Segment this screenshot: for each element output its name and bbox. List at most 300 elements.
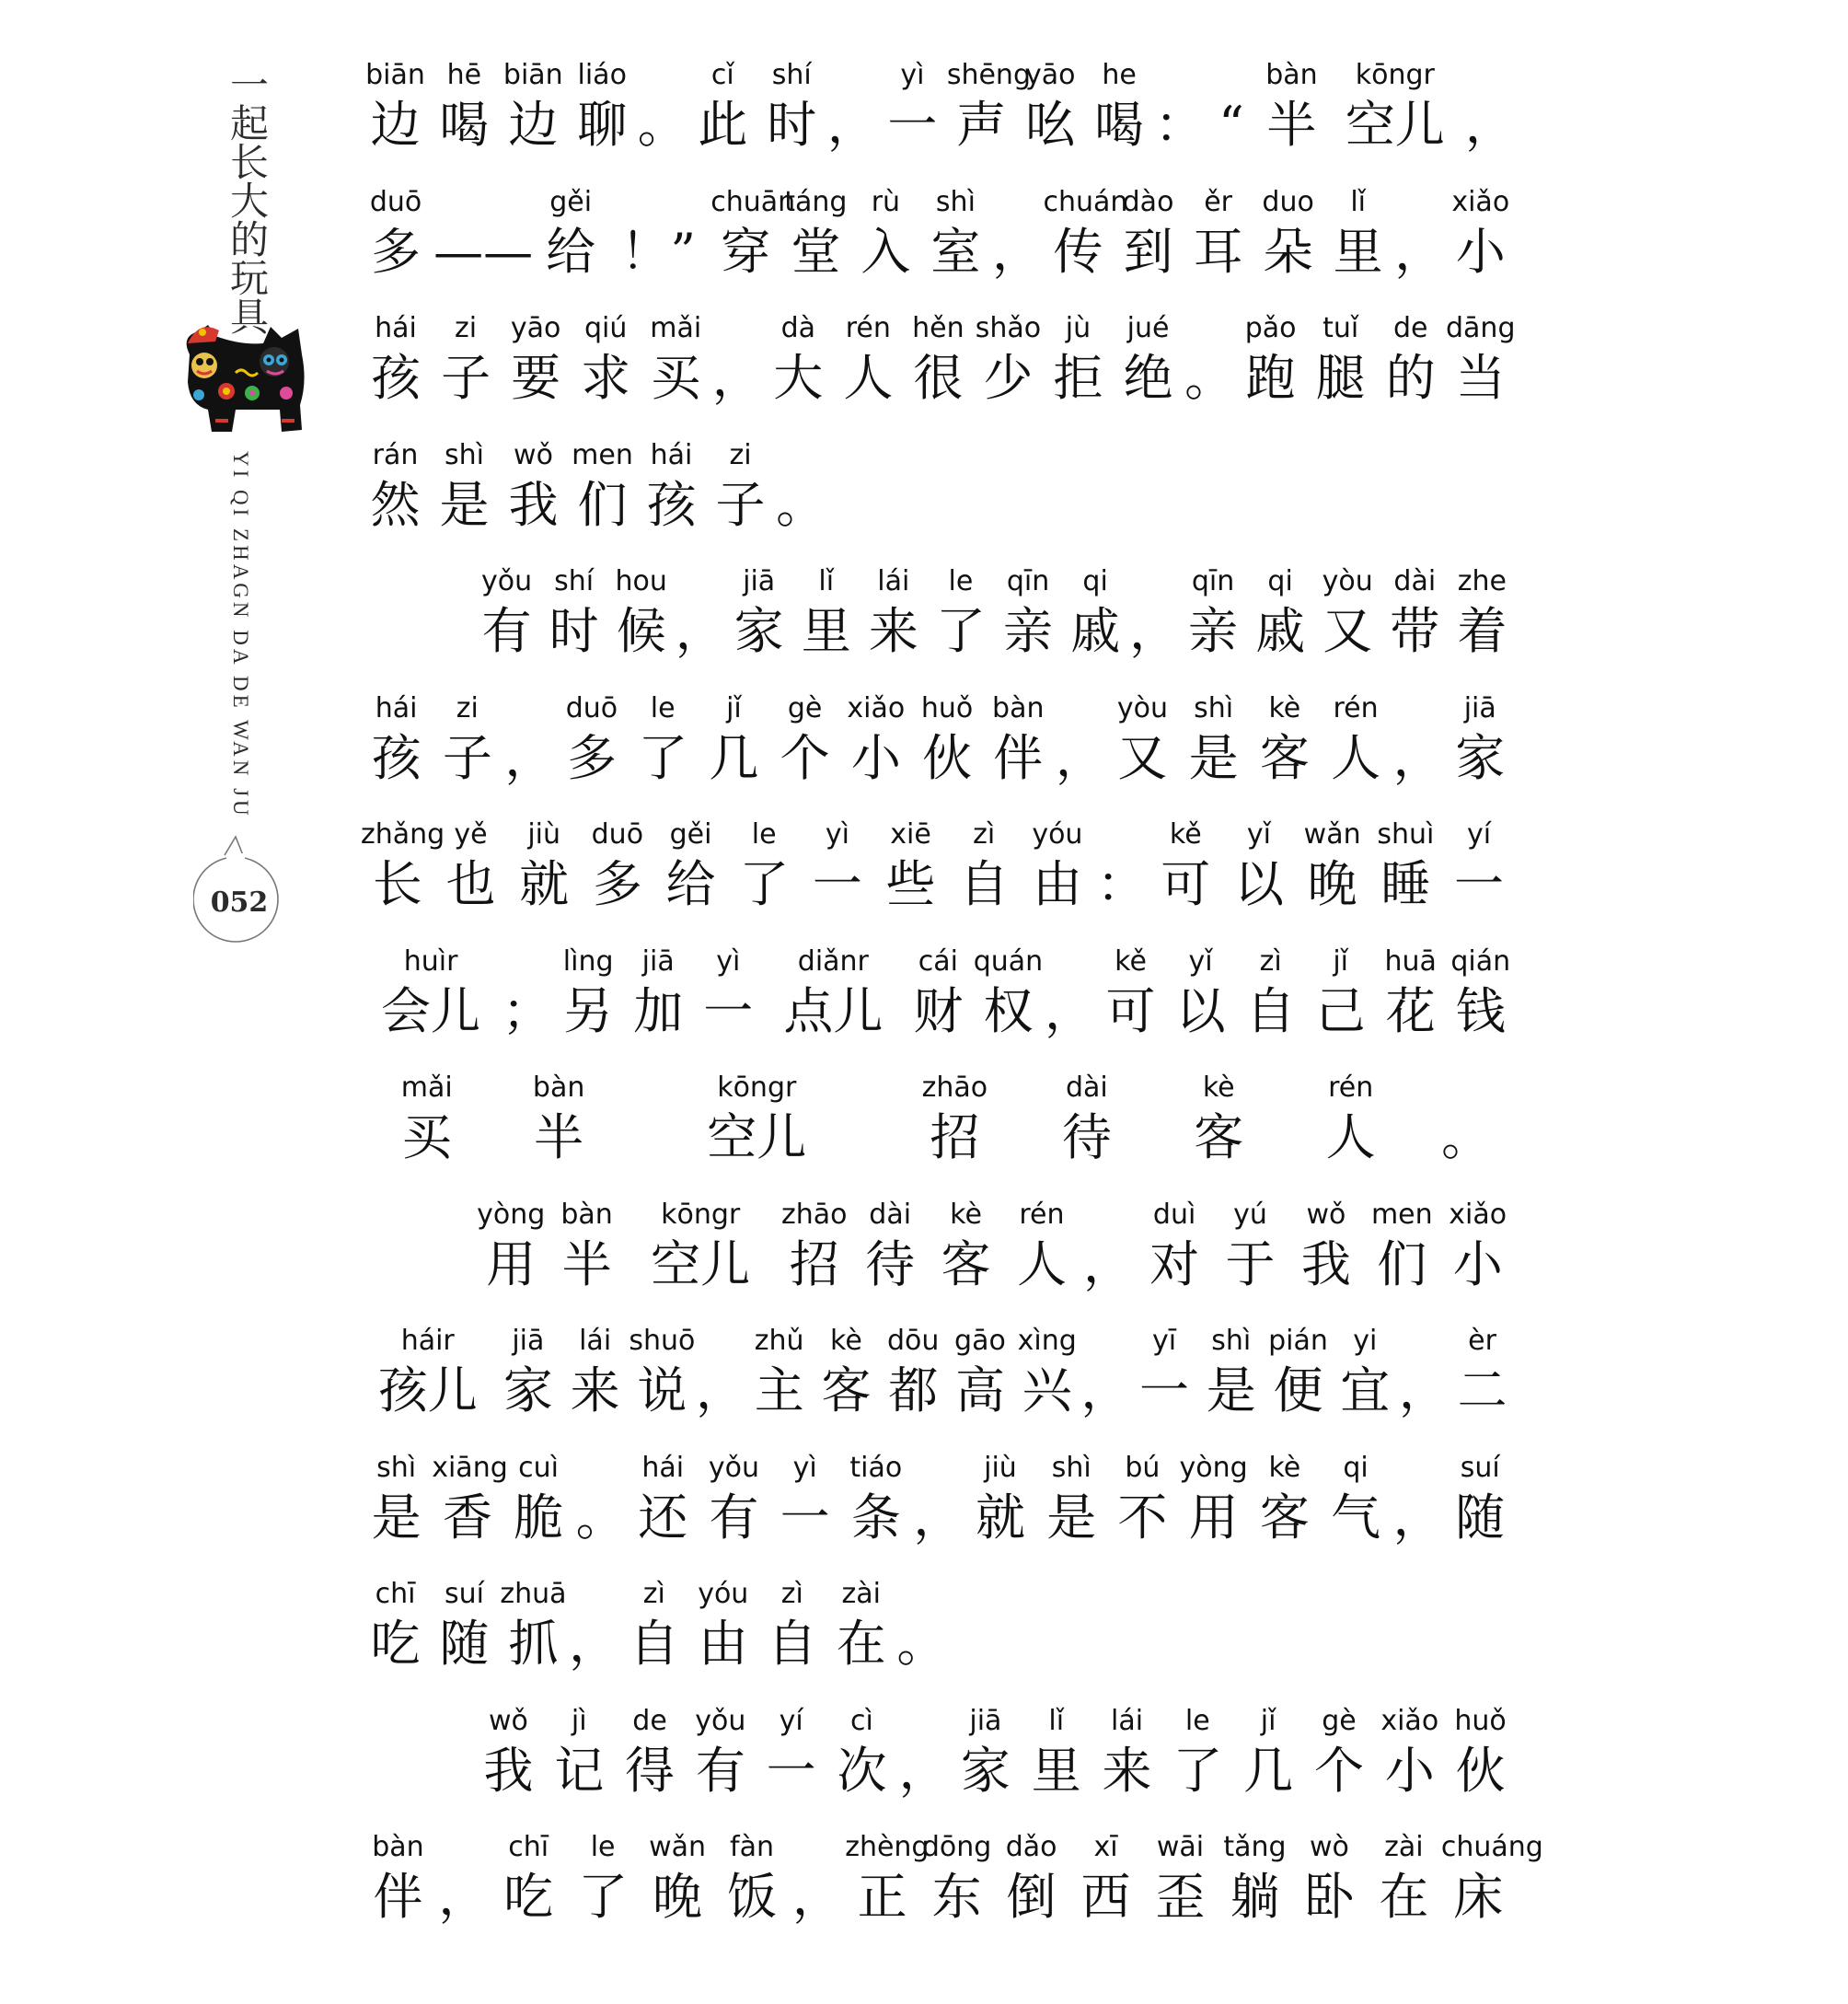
hanzi-text: 点儿 [783,981,884,1040]
pinyin-text: bàn [532,1072,585,1104]
pinyin-text: xiāng [432,1451,508,1484]
ruby-segment [983,690,1054,790]
ruby-segment [994,563,1061,663]
hanzi-text: 由 [698,1615,748,1673]
pinyin-text [1184,310,1236,347]
ruby-segment [1043,310,1113,410]
pinyin-text: yú [1233,1198,1267,1231]
pinyin-text: jiā [969,1704,1002,1737]
ruby-segment [1197,1323,1265,1422]
pinyin-text: kě [1115,944,1147,978]
pinyin-text [911,1450,964,1487]
ruby-segment [1154,57,1206,156]
hanzi-text: 招 [789,1234,839,1293]
hanzi-text: 腿 [1315,349,1366,407]
pinyin-text [826,57,878,94]
hanzi-text: 对 [1149,1234,1200,1293]
pinyin-text: jù [1065,312,1091,344]
toy-cat-icon [171,318,309,437]
pinyin-text: yāo [1024,59,1076,91]
hanzi-text: 用 [486,1234,537,1293]
sidebar [166,55,313,957]
ruby-segment [607,563,675,663]
pinyin-text: xī [1093,1831,1118,1863]
hanzi-text: 空儿 [651,1234,751,1293]
pinyin-text: yì [825,818,849,851]
pinyin-text: suí [1460,1451,1500,1484]
pinyin-text: wāi [1156,1831,1205,1863]
hanzi-text: 吃 [370,1615,421,1673]
pinyin-text: yì [716,944,741,978]
hanzi-text: 是 [1188,728,1239,787]
hanzi-text: 了 [739,855,790,913]
hanzi-text: 几 [709,728,759,787]
ruby-segment [1446,944,1516,1043]
hanzi-text: 会儿 [381,981,481,1040]
hanzi-text: 在 [1379,1868,1429,1926]
hanzi-text: 来 [1102,1741,1152,1800]
ruby-segment [1449,1323,1516,1422]
hanzi-text: 里 [801,602,851,660]
hanzi-text: 多 [566,728,617,787]
ruby-segment [1253,184,1323,284]
pinyin-text: wǒ [514,438,553,471]
ruby-segment [699,1450,769,1549]
pinyin-text: wǒ [1306,1198,1346,1231]
pinyin-text: huìr [403,944,458,978]
hanzi-text: 们 [577,475,628,534]
ruby-segment [625,1070,889,1169]
ruby-segment [361,1576,430,1675]
ruby-segment [435,1829,491,1929]
hanzi-text: 可 [1105,981,1156,1040]
ruby-segment [826,1703,897,1802]
ruby-segment [1393,184,1446,284]
hanzi-text: 孩 [371,728,422,787]
ruby-segment [361,1070,492,1169]
ruby-segment [1416,1070,1516,1169]
ruby-segment [777,1197,852,1296]
pinyin-text: háir [400,1325,455,1357]
pinyin-text: quán [973,944,1044,978]
text-line [361,57,1516,177]
pinyin-text: bàn [560,1198,613,1231]
pinyin-text: dāng [1446,312,1516,344]
hanzi-text: 晚 [1307,855,1357,913]
ruby-segment [473,1197,549,1296]
pinyin-text: chuān [710,185,796,218]
pinyin-text: wǎn [1303,818,1361,851]
ruby-segment [1233,1703,1304,1802]
ruby-segment [361,690,432,790]
ruby-segment [553,944,623,1043]
pinyin-text: jǐ [726,691,742,724]
ruby-segment [928,1197,1003,1296]
ruby-segment [499,1576,568,1675]
hanzi-text: 入 [860,222,911,281]
pinyin-text: tiáo [849,1451,903,1484]
pinyin-text: le [948,565,974,597]
ruby-segment [1043,944,1095,1043]
ruby-segment [361,817,445,916]
hanzi-text: 己 [1315,981,1366,1040]
hanzi-text: 也 [445,855,496,913]
hanzi-text: 就 [519,855,570,913]
pinyin-text: jǐ [1333,944,1349,978]
pinyin-text: yāo [510,312,561,344]
hanzi-text: 用 [1188,1488,1239,1546]
ruby-segment [1332,1323,1399,1422]
hanzi-text: 客 [941,1234,991,1293]
pinyin-text: huǒ [1454,1704,1507,1737]
ruby-segment [1222,817,1296,916]
hanzi-text: 花 [1385,981,1436,1040]
ruby-segment [903,944,973,1043]
ruby-segment [1376,944,1446,1043]
pinyin-text: rán [372,438,419,471]
hanzi-text: 我 [483,1741,534,1800]
pinyin-text: wǒ [488,1704,528,1737]
pinyin-text: jiā [641,944,675,978]
hanzi-text: 绝 [1123,349,1173,407]
ruby-segment [792,563,860,663]
hanzi-text: 人 [1331,728,1381,787]
punctuation-mark: “ [1219,96,1244,154]
pinyin-text: yí [1466,818,1492,851]
hanzi-text: 是 [1046,1488,1097,1546]
ruby-segment [852,1197,928,1296]
text-line [361,1323,1516,1442]
hanzi-text: 是 [439,475,490,534]
pinyin-text: kè [1268,691,1301,724]
hanzi-text: 朵 [1263,222,1313,281]
hanzi-text: 倒 [1006,1868,1057,1926]
hanzi-text: 又 [1322,602,1373,660]
pinyin-text: qiú [583,312,628,344]
punctuation-mark: 。 [637,96,687,154]
pinyin-text: shǎo [975,312,1042,344]
pinyin-text: lǐ [818,565,835,597]
pinyin-text: dōng [921,1831,992,1863]
pinyin-text: jiā [512,1325,545,1357]
hanzi-text: 小 [1384,1741,1435,1800]
pinyin-text: dōu [886,1325,940,1357]
hanzi-text: 卧 [1304,1868,1355,1926]
hanzi-text: 半 [1266,96,1317,154]
pinyin-text: lái [1110,1704,1144,1737]
pinyin-text: gè [1322,1704,1357,1737]
punctuation-mark: ， [711,349,762,407]
hanzi-text: 歪 [1155,1868,1206,1926]
punctuation-mark: ， [1392,728,1443,787]
pinyin-text: shí [771,59,812,91]
ruby-segment [1062,563,1129,663]
book-title: 一起长大的玩具 [225,64,270,335]
pinyin-text: mǎi [650,312,702,344]
hanzi-text: 堂 [791,222,841,281]
pinyin-text: yǒu [708,1451,759,1484]
pinyin-text [435,1829,491,1866]
ruby-segment [850,184,920,284]
pinyin-text: pǎo [1244,312,1297,344]
ruby-segment [606,184,710,284]
ruby-segment [566,1829,641,1929]
hanzi-text: 睡 [1380,855,1431,913]
pinyin-text: jiā [1463,691,1496,724]
pinyin-text [1054,690,1107,727]
pinyin-text: zhǎng [361,818,445,851]
ruby-segment [1306,310,1376,410]
ruby-segment [757,57,826,156]
pinyin-text: hěn [912,312,964,344]
ruby-segment [1068,1829,1143,1929]
ruby-segment [763,944,903,1043]
pinyin-text: chuán [1043,185,1128,218]
hanzi-text: 来 [570,1361,620,1419]
hanzi-text: 家 [1455,728,1506,787]
hanzi-text: 是 [1206,1361,1256,1419]
ruby-segment [789,1829,845,1929]
pinyin-text: qīn [1006,565,1050,597]
ruby-segment [430,437,499,537]
hanzi-text: 买 [651,349,701,407]
punctuation-mark: ： [1096,855,1147,913]
pinyin-text: jiù [984,1451,1017,1484]
pinyin-text: zài [841,1578,881,1610]
hanzi-text: 客 [1259,728,1310,787]
ruby-segment [1445,1703,1516,1802]
pinyin-text: hē [446,59,482,91]
hanzi-text: 权 [983,981,1034,1040]
ruby-segment [1369,817,1442,916]
hanzi-text: 高 [954,1361,1005,1419]
ruby-segment [973,310,1043,410]
hanzi-text: 兴 [1022,1361,1072,1419]
pinyin-text: le [1184,1704,1210,1737]
hanzi-text: 多 [371,222,422,281]
ruby-segment [1013,1323,1080,1422]
pinyin-text: rù [871,185,901,218]
ruby-segment [619,1576,688,1675]
pinyin-text: yóu [1032,818,1083,851]
pinyin-text: bàn [372,1831,424,1863]
pinyin-text: dào [1122,185,1174,218]
pinyin-text: gěi [669,818,712,851]
pinyin-text: shì [1051,1451,1091,1484]
pinyin-text: diǎnr [797,944,869,978]
hanzi-text: 一 [812,855,862,913]
hanzi-text: 伙 [1455,1741,1506,1800]
ruby-segment [1306,944,1376,1043]
hanzi-text: 一 [703,981,754,1040]
hanzi-text: 吆 [1025,96,1076,154]
ruby-segment [1166,944,1236,1043]
ruby-segment [1326,57,1464,156]
punctuation-mark: ； [502,981,552,1040]
pinyin-text: liáo [577,59,627,91]
pinyin-text [1043,944,1095,980]
ruby-segment [361,310,431,410]
pinyin-text: qīn [1191,565,1235,597]
pinyin-text: tǎng [1223,1831,1287,1863]
pinyin-text: cì [850,1704,873,1737]
hanzi-text: 们 [1377,1234,1427,1293]
pinyin-text: le [650,691,676,724]
ruby-segment [725,563,792,663]
hanzi-text: 吃 [503,1868,554,1926]
ruby-segment [889,1070,1021,1169]
hanzi-text: 亲 [1003,602,1054,660]
punctuation-mark: ， [675,602,725,660]
pinyin-text [1094,817,1149,853]
pinyin-text: cǐ [710,59,734,91]
text-line [361,1450,1516,1570]
pinyin-text: yǐ [1246,818,1272,851]
ruby-segment [920,184,990,284]
hanzi-text: 次 [837,1741,887,1800]
punctuation-mark: ， [913,1488,964,1546]
ruby-segment [706,437,775,537]
hanzi-text: 一 [780,1488,830,1546]
ruby-segment [637,57,688,156]
hanzi-text: 还 [638,1488,688,1546]
ruby-segment [1440,1197,1516,1296]
ruby-segment [1449,563,1516,663]
ruby-segment [549,1197,624,1296]
ruby-segment [473,1703,544,1802]
punctuation-mark: ， [1394,222,1445,281]
ruby-segment [431,184,536,284]
pinyin-text [1393,184,1446,221]
ruby-segment [625,1197,777,1296]
pinyin-text: èr [1468,1325,1496,1357]
ruby-segment [1184,310,1236,410]
pinyin-text: kōngr [661,1198,741,1231]
pinyin-text: yòng [1179,1451,1248,1484]
ruby-segment [561,1323,629,1422]
ruby-segment [501,944,553,1043]
ruby-segment [1021,1070,1152,1169]
pinyin-text [1392,1450,1445,1487]
hanzi-text: 孩儿 [377,1361,478,1419]
ruby-segment [1091,1703,1162,1802]
hanzi-text: 二 [1457,1361,1507,1419]
pinyin-text: xiǎo [1449,1198,1507,1231]
text-line [473,563,1516,683]
ruby-segment [1247,563,1314,663]
pinyin-text: shì [376,1451,417,1484]
hanzi-text: 一 [887,96,938,154]
ruby-segment [491,1829,566,1929]
pinyin-text: lái [579,1325,612,1357]
pinyin-text: zi [456,691,479,724]
ruby-segment [775,437,826,537]
pinyin-text: duì [1152,1198,1196,1231]
pinyin-text: ěr [1204,185,1232,218]
pinyin-text: de [632,1704,667,1737]
pinyin-text: qi [1343,1451,1369,1484]
pinyin-text: rén [1333,691,1379,724]
pinyin-text: duō [369,185,422,218]
ruby-segment [880,1323,947,1422]
pinyin-text: dài [1393,565,1437,597]
ruby-segment [574,1450,628,1549]
hanzi-text: 些 [885,855,936,913]
pinyin-text [1399,1323,1450,1360]
pinyin-text: zì [1259,944,1282,978]
ruby-segment [757,1576,826,1675]
ruby-segment [1114,310,1184,410]
hanzi-text: 客 [821,1361,872,1419]
pinyin-text: men [572,438,633,471]
ruby-segment [1021,817,1094,916]
hanzi-text: 要 [511,349,561,407]
ruby-segment [432,690,502,790]
hanzi-text: 加 [633,981,684,1040]
ruby-segment [1212,1197,1288,1296]
book-title-pinyin: YI QI ZHAGN DA DE WAN JU [229,451,252,819]
hanzi-text: 大 [773,349,824,407]
hanzi-text: 晚 [653,1868,703,1926]
hanzi-text: 得 [625,1741,676,1800]
hanzi-text: 多 [592,855,642,913]
hanzi-text: 一 [1139,1361,1189,1419]
ruby-segment [568,437,637,537]
pinyin-text: fàn [730,1831,774,1863]
ruby-segment [727,817,801,916]
text-line [361,944,1516,1063]
ruby-segment [361,184,431,284]
hanzi-text: 然 [370,475,421,534]
pinyin-text [568,1576,619,1613]
ruby-segment [1107,1450,1178,1549]
hanzi-text: 给 [546,222,596,281]
pinyin-text: le [590,1831,616,1863]
pinyin-text: lìng [562,944,614,978]
punctuation-mark: 。 [776,475,826,534]
text-line [361,184,1516,304]
pinyin-text: yì [900,59,925,91]
pinyin-text: shuō [629,1325,696,1357]
ruby-segment [1184,184,1253,284]
ruby-segment [1043,184,1128,284]
hanzi-text: 聊 [577,96,628,154]
ruby-segment [813,1323,880,1422]
pinyin-text: men [1370,1198,1433,1231]
ruby-segment [1080,1323,1131,1422]
pinyin-text: yòng [477,1198,546,1231]
hanzi-text: 有 [481,602,532,660]
ruby-segment [623,944,693,1043]
page-number-badge [193,833,285,953]
pinyin-text: xìng [1017,1325,1077,1357]
page-number: 052 [210,886,269,919]
hanzi-text: 自 [629,1615,679,1673]
hanzi-text: 边 [508,96,559,154]
pinyin-text [1416,1070,1516,1106]
hanzi-text: 可 [1161,855,1211,913]
ruby-segment [1143,1829,1218,1929]
ruby-segment [492,1070,624,1169]
hanzi-text: 的 [1385,349,1436,407]
pinyin-text: he [1102,59,1137,91]
ruby-segment [1016,57,1085,156]
pinyin-text: jué [1126,312,1170,344]
pinyin-text: lǐ [1048,1704,1065,1737]
punctuation-mark: 。 [1184,349,1235,407]
hanzi-text: 就 [975,1488,1025,1546]
hanzi-text: 喝 [439,96,490,154]
